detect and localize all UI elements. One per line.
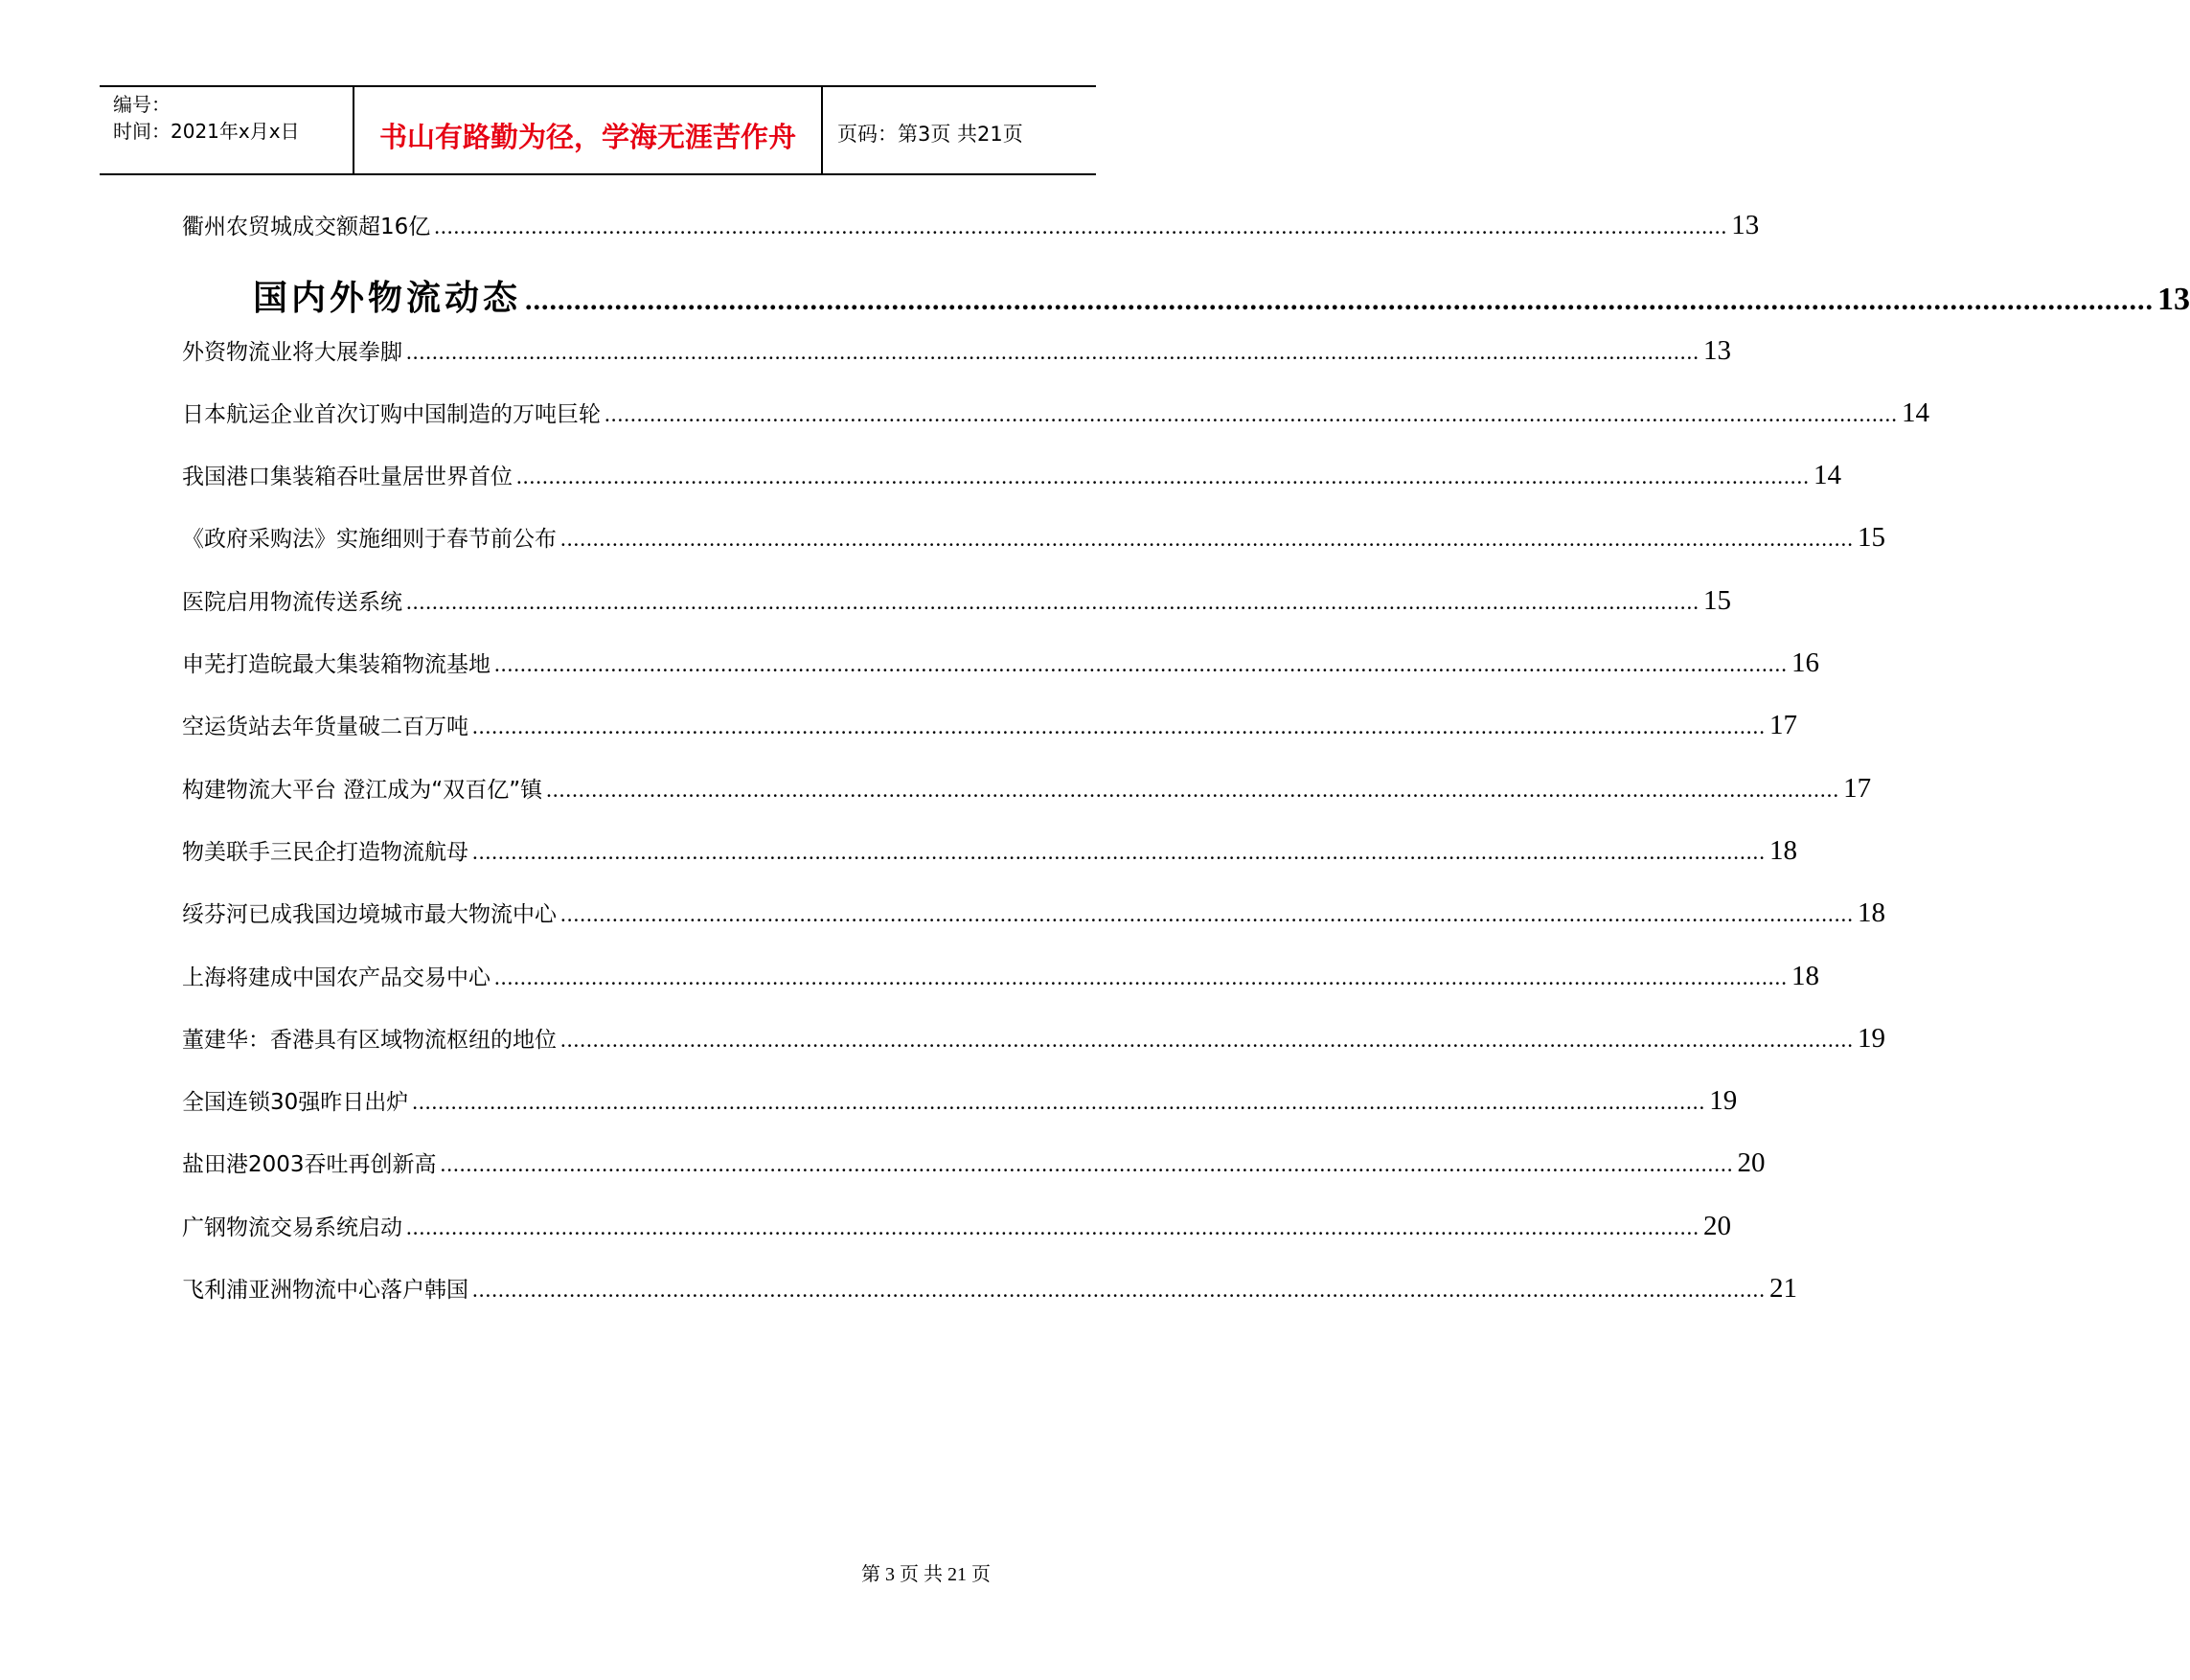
toc-entry-page-number: 19 <box>1858 1022 1885 1054</box>
toc-entry[interactable] <box>182 1022 1885 1084</box>
toc-entry-page-number: 13 <box>1703 334 1731 366</box>
toc-leader-dots: ........................................................................................................................................................................................................ <box>412 1090 1706 1115</box>
toc-entry[interactable] <box>182 960 1819 1022</box>
toc-entry-title: 衢州农贸城成交额超16亿 <box>182 215 431 239</box>
header-number-label: 编号： <box>113 93 171 116</box>
toc-entry[interactable] <box>182 459 1841 521</box>
toc-entry[interactable] <box>182 521 1885 583</box>
toc-leader-dots: ........................................................................................................................................................................................................ <box>605 401 1898 426</box>
header-divider <box>821 87 823 173</box>
toc-leader-dots: ........................................................................................................................................................................................................ <box>472 715 1766 739</box>
toc-entry[interactable] <box>182 334 1731 397</box>
toc-entry-title: 绥芬河已成我国边境城市最大物流中心 <box>182 902 557 928</box>
toc-section-heading[interactable] <box>182 271 2190 333</box>
toc-leader-dots: ........................................................................................................................................................................................................ <box>472 839 1766 864</box>
toc-leader-dots: ........................................................................................................................................................................................................ <box>406 339 1700 364</box>
toc-entry-title: 盐田港2003吞吐再创新高 <box>182 1152 437 1178</box>
page-header <box>100 85 1096 175</box>
toc-entry-title: 物美联手三民企打造物流航母 <box>182 839 468 865</box>
toc-entry-page-number: 15 <box>1858 522 1885 554</box>
toc-leader-dots: ........................................................................................................................................................................................................ <box>406 589 1700 614</box>
toc-entry-page-number: 13 <box>1731 210 1760 240</box>
toc-entry-page-number: 15 <box>1703 584 1731 616</box>
header-time-label: 时间：2021年x月x日 <box>113 120 300 143</box>
toc-entry-page-number: 20 <box>1703 1210 1731 1241</box>
toc-leader-dots: ........................................................................................................................................................................................................ <box>546 777 1840 802</box>
toc-entry-title: 飞利浦亚洲物流中心落户韩国 <box>182 1278 468 1304</box>
toc-entry[interactable] <box>182 209 1760 271</box>
toc-entry-page-number: 16 <box>1791 647 1819 679</box>
toc-entry-title: 空运货站去年货量破二百万吨 <box>182 715 468 740</box>
toc-entry-title: 我国港口集装箱吞吐量居世界首位 <box>182 465 513 490</box>
toc-leader-dots: ........................................................................................................................................................................................................ <box>516 465 1810 489</box>
toc-entry[interactable] <box>182 1210 1731 1272</box>
toc-entry-title: 董建华：香港具有区域物流枢纽的地位 <box>182 1027 557 1053</box>
table-of-contents <box>182 209 2190 1334</box>
toc-entry-page-number: 19 <box>1709 1085 1738 1117</box>
toc-leader-dots: ........................................................................................................................................................................................................ <box>434 215 1728 238</box>
toc-entry-title: 国内外物流动态 <box>253 278 522 319</box>
toc-leader-dots: ........................................................................................................................................................................................................ <box>472 1278 1766 1303</box>
toc-entry-page-number: 18 <box>1791 960 1819 991</box>
toc-entry[interactable] <box>182 709 1797 771</box>
header-page-label: 页码：第3页 共21页 <box>837 123 1023 146</box>
toc-entry[interactable] <box>182 647 1819 709</box>
toc-leader-dots: ........................................................................................................................................................................................................ <box>525 284 2155 317</box>
toc-entry-title: 日本航运企业首次订购中国制造的万吨巨轮 <box>182 401 601 427</box>
toc-entry-title: 外资物流业将大展拳脚 <box>182 339 402 365</box>
toc-entry-page-number: 18 <box>1769 834 1797 866</box>
toc-entry-page-number: 20 <box>1737 1147 1766 1179</box>
toc-entry-page-number: 18 <box>1858 897 1885 929</box>
toc-leader-dots: ........................................................................................................................................................................................................ <box>494 965 1788 989</box>
page-footer: 第 3 页 共 21 页 <box>861 1564 991 1585</box>
toc-entry[interactable] <box>182 1084 1738 1146</box>
toc-leader-dots: ........................................................................................................................................................................................................ <box>560 527 1854 552</box>
toc-leader-dots: ........................................................................................................................................................................................................ <box>560 1027 1854 1052</box>
toc-leader-dots: ........................................................................................................................................................................................................ <box>406 1215 1700 1239</box>
toc-entry-title: 全国连锁30强昨日出炉 <box>182 1090 409 1116</box>
toc-entry-page-number: 14 <box>1814 460 1841 491</box>
header-motto: 书山有路勤为径，学海无涯苦作舟 <box>378 121 796 153</box>
toc-entry-title: 广钢物流交易系统启动 <box>182 1215 402 1240</box>
toc-entry[interactable] <box>182 834 1797 897</box>
toc-leader-dots: ........................................................................................................................................................................................................ <box>560 902 1854 927</box>
toc-entry[interactable] <box>182 584 1731 647</box>
toc-entry-title: 上海将建成中国农产品交易中心 <box>182 965 490 990</box>
toc-entry-page-number: 13 <box>2157 282 2190 318</box>
toc-entry-title: 《政府采购法》实施细则于春节前公布 <box>182 527 557 553</box>
toc-entry-page-number: 21 <box>1769 1273 1797 1305</box>
toc-entry[interactable] <box>182 897 1885 959</box>
toc-entry-title: 医院启用物流传送系统 <box>182 589 402 615</box>
toc-entry-page-number: 17 <box>1843 772 1872 804</box>
toc-entry-page-number: 17 <box>1769 710 1797 741</box>
toc-leader-dots: ........................................................................................................................................................................................................ <box>440 1152 1734 1177</box>
toc-leader-dots: ........................................................................................................................................................................................................ <box>494 652 1788 677</box>
toc-entry-page-number: 14 <box>1902 397 1929 428</box>
toc-entry[interactable] <box>182 397 1929 459</box>
toc-entry-title: 申芜打造皖最大集装箱物流基地 <box>182 652 490 678</box>
header-meta <box>113 91 300 145</box>
toc-entry-title: 构建物流大平台 澄江成为“双百亿”镇 <box>182 777 543 803</box>
toc-entry[interactable] <box>182 1146 1766 1209</box>
toc-entry[interactable] <box>182 772 1872 834</box>
toc-entry[interactable] <box>182 1272 1797 1334</box>
